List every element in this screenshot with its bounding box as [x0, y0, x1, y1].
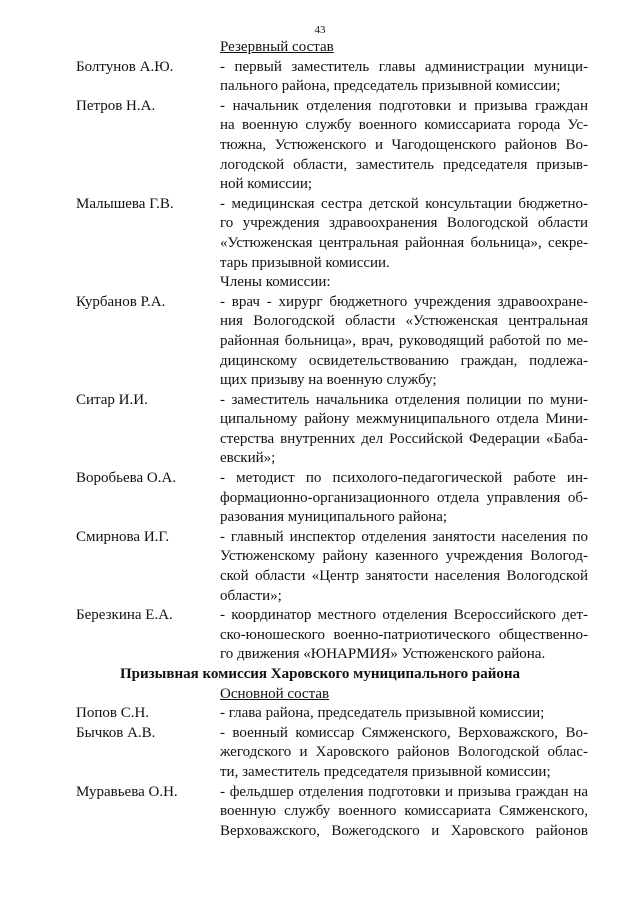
- member-name: Муравьева О.Н.: [76, 783, 178, 800]
- text-line: евский»;: [220, 450, 276, 467]
- text-line: ской области «Центр занятости населения Вологодской: [220, 568, 588, 585]
- text-line: формационно-организационного отдела управления об-: [220, 489, 588, 506]
- text-line: - методист по психолого-педагогической работе ин-: [220, 470, 588, 487]
- text-line: районная больница», врач, руководящий работой по ме-: [220, 332, 588, 349]
- text-line: жегодского и Харовского районов Вологодской облас-: [220, 744, 588, 761]
- text-line: логодской области, заместитель председателя призыв-: [220, 156, 588, 173]
- text-line: ной комиссии;: [220, 176, 313, 193]
- text-line: ния Вологодской области «Устюженская центральная: [220, 313, 588, 330]
- member-name: Воробьева О.А.: [76, 470, 177, 487]
- member-name: Бычков А.В.: [76, 724, 156, 741]
- text-line: ско-юношеского военно-патриотического общественно-: [220, 626, 588, 643]
- text-line: - первый заместитель главы администрации муници-: [220, 58, 588, 75]
- member-name: Смирнова И.Г.: [76, 528, 170, 545]
- text-line: на военную службу военного комиссариата города Ус-: [220, 117, 588, 134]
- member-name: Попов С.Н.: [76, 705, 150, 722]
- page-number: 43: [314, 24, 326, 36]
- text-line: щих призыву на военную службу;: [220, 372, 437, 389]
- main-composition-title: Основной состав: [220, 685, 330, 702]
- text-line: - заместитель начальника отделения полиции по муни-: [220, 391, 588, 408]
- text-line: ципальному району межмуниципального отдела Мини-: [220, 411, 588, 428]
- members-title: Члены комиссии:: [220, 274, 331, 291]
- member-name: Курбанов Р.А.: [76, 293, 166, 310]
- text-line: разования муниципального района;: [220, 509, 448, 526]
- document-body: [0, 38, 640, 841]
- text-line: - врач - хирург бюджетного учреждения здравоохране-: [220, 293, 588, 310]
- text-line: - фельдшер отделения подготовки и призыва граждан на: [220, 783, 588, 800]
- text-line: пального района, председатель призывной комиссии;: [220, 78, 561, 95]
- member-name: Малышева Г.В.: [76, 195, 174, 212]
- text-line: военную службу военного комиссариата Сямженского,: [220, 803, 588, 820]
- text-line: го движения «ЮНАРМИЯ» Устюженского района.: [220, 646, 546, 663]
- text-line: - глава района, председатель призывной комиссии;: [220, 705, 545, 722]
- text-line: - главный инспектор отделения занятости населения по: [220, 528, 588, 545]
- text-line: дицинскому освидетельствованию граждан, подлежа-: [220, 352, 588, 369]
- text-line: Устюженскому району казенного учреждения Вологод-: [220, 548, 588, 565]
- text-line: - координатор местного отделения Всероссийского дет-: [220, 607, 588, 624]
- member-name: Ситар И.И.: [76, 391, 148, 408]
- text-line: - военный комиссар Сямженского, Верховажского, Во-: [220, 724, 588, 741]
- text-line: го учреждения здравоохранения Вологодской области: [220, 215, 588, 232]
- text-line: - медицинская сестра детской консультации бюджетно-: [220, 195, 588, 212]
- member-name: Болтунов А.Ю.: [76, 58, 174, 75]
- text-line: стерства внутренних дел Российской Федерации «Баба-: [220, 430, 588, 447]
- member-name: Березкина Е.А.: [76, 607, 173, 624]
- member-name: Петров Н.А.: [76, 97, 156, 114]
- text-line: - начальник отделения подготовки и призыва граждан: [220, 97, 588, 114]
- text-line: тюжна, Устюженского и Чагодощенского районов Во-: [220, 136, 588, 153]
- kharovsky-commission-title: Призывная комиссия Хаpовского муниципального района: [119, 666, 521, 682]
- text-line: ти, заместитель председателя призывной комиссии;: [220, 763, 551, 780]
- reserve-title: Резервный состав: [220, 39, 334, 55]
- text-line: Верховажского, Вожегодского и Харовского районов: [220, 822, 588, 839]
- text-line: тарь призывной комиссии.: [220, 254, 390, 271]
- text-line: области»;: [220, 587, 282, 604]
- text-line: «Устюженская центральная районная больница», секре-: [220, 234, 588, 251]
